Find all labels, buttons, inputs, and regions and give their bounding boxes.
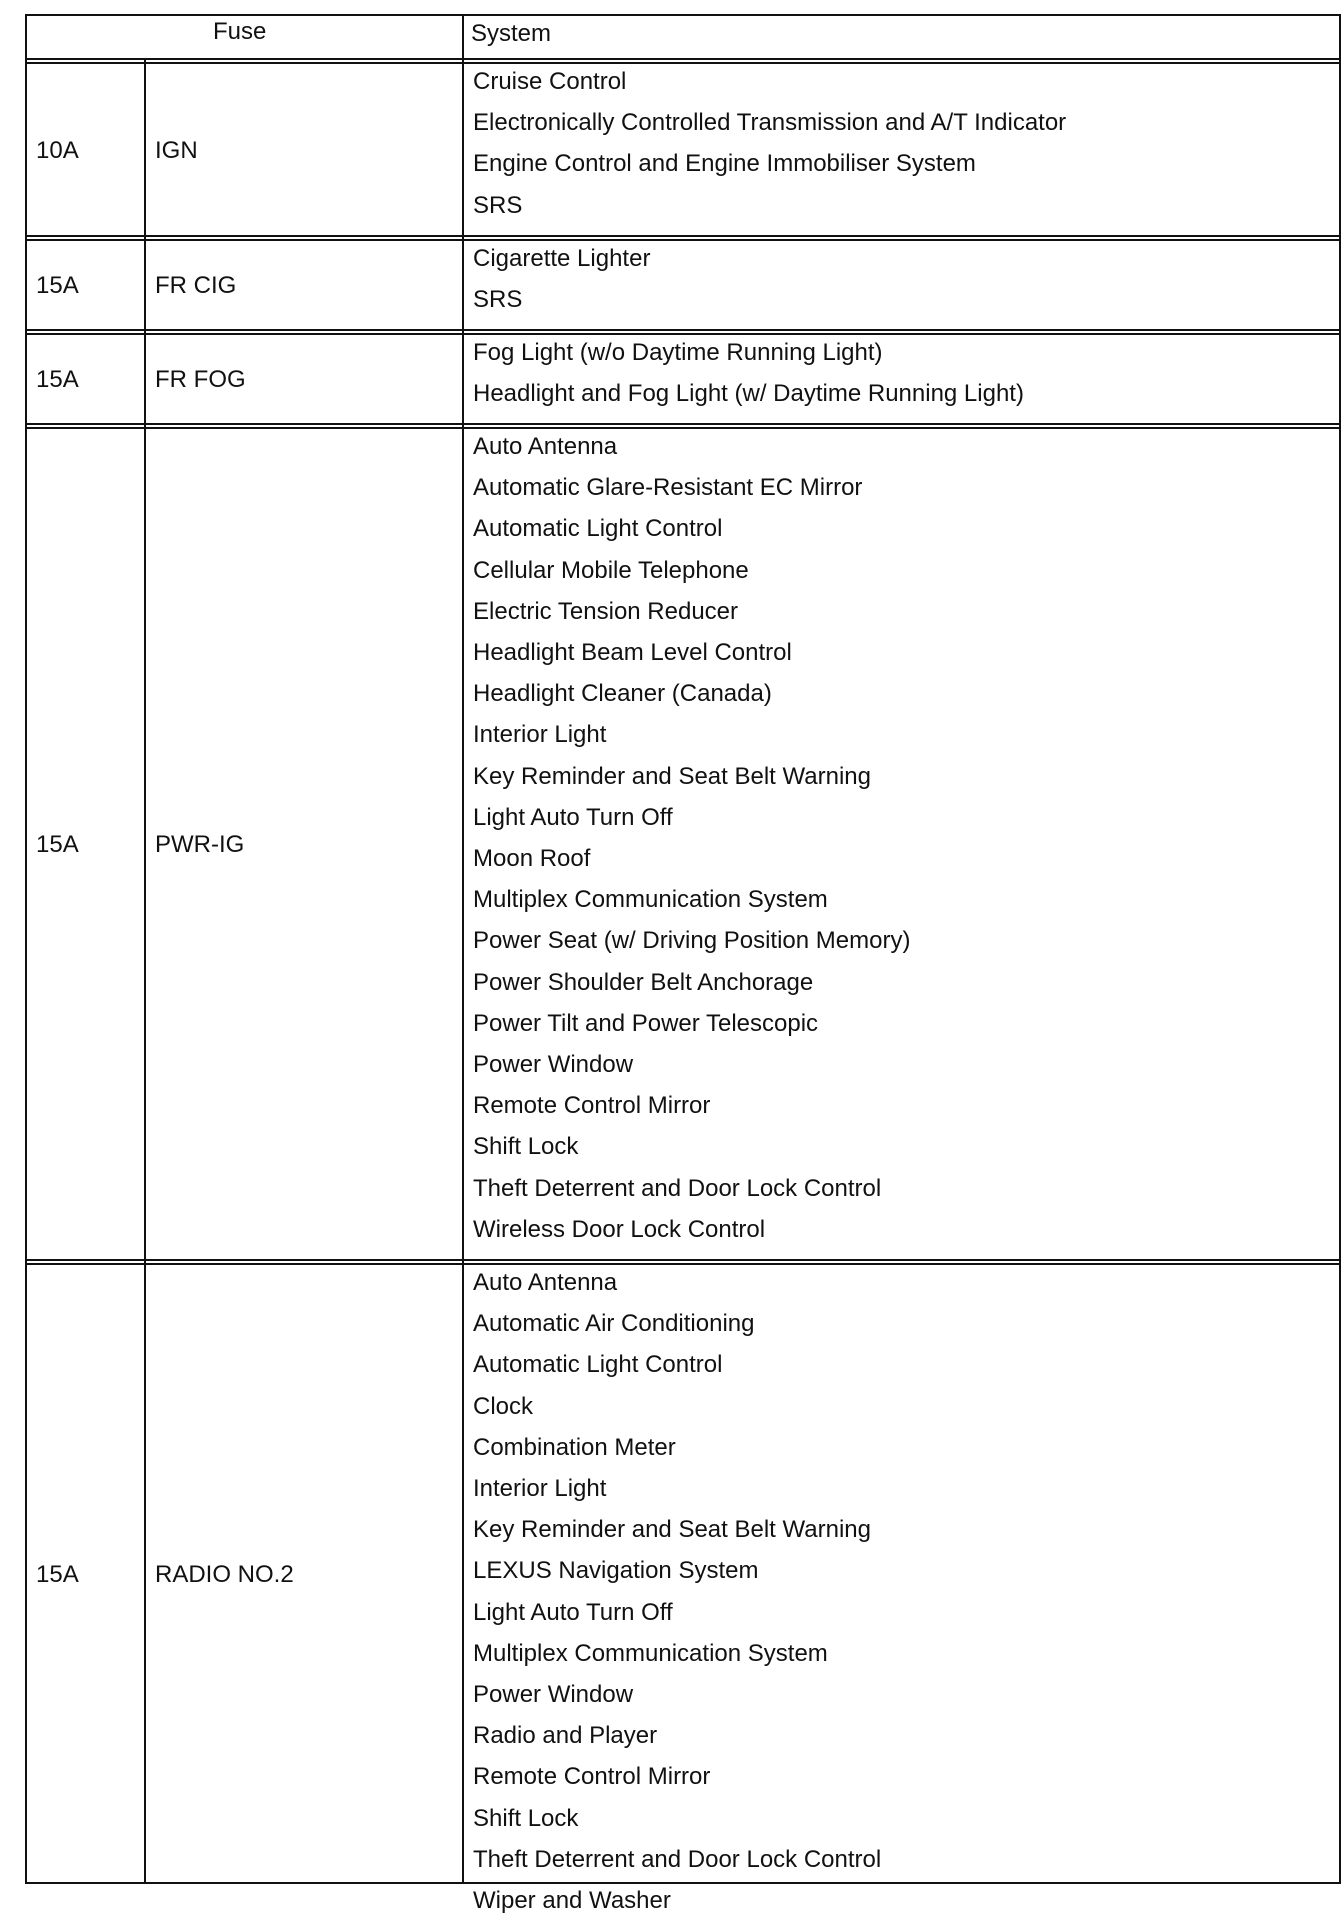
system-item: Headlight Cleaner (Canada) bbox=[473, 680, 772, 707]
system-item: Remote Control Mirror bbox=[473, 1763, 711, 1790]
system-column-header: System bbox=[471, 20, 552, 47]
system-item: Cellular Mobile Telephone bbox=[473, 557, 749, 584]
system-item: Power Window bbox=[473, 1681, 634, 1708]
fuse-amperage: 15A bbox=[36, 272, 79, 299]
system-item: Auto Antenna bbox=[473, 1269, 618, 1296]
group-separator bbox=[25, 1259, 1341, 1261]
header-bottom-rule bbox=[25, 58, 1341, 60]
fuse-name: IGN bbox=[155, 137, 198, 164]
system-column-divider bbox=[462, 14, 464, 1884]
system-item: Remote Control Mirror bbox=[473, 1092, 711, 1119]
system-item: Cigarette Lighter bbox=[473, 245, 651, 272]
system-item: Light Auto Turn Off bbox=[473, 804, 673, 831]
system-item: Light Auto Turn Off bbox=[473, 1599, 673, 1626]
system-item: Theft Deterrent and Door Lock Control bbox=[473, 1846, 882, 1873]
system-item: Electronically Controlled Transmission and A/T Indicator bbox=[473, 109, 1067, 136]
fuse-amperage: 15A bbox=[36, 366, 79, 393]
system-item: Auto Antenna bbox=[473, 433, 618, 460]
system-item: SRS bbox=[473, 286, 523, 313]
system-item: Radio and Player bbox=[473, 1722, 658, 1749]
system-item: LEXUS Navigation System bbox=[473, 1557, 759, 1584]
system-item: Key Reminder and Seat Belt Warning bbox=[473, 1516, 871, 1543]
system-item: Cruise Control bbox=[473, 68, 627, 95]
table-right-border bbox=[1339, 14, 1341, 1884]
table-top-border bbox=[25, 14, 1341, 16]
fuse-name: FR FOG bbox=[155, 366, 246, 393]
fuse-column-header: Fuse bbox=[213, 18, 267, 45]
system-item: Clock bbox=[473, 1393, 534, 1420]
system-item: Shift Lock bbox=[473, 1805, 579, 1832]
fuse-name: PWR-IG bbox=[155, 831, 245, 858]
system-item: Wireless Door Lock Control bbox=[473, 1216, 766, 1243]
system-item: Shift Lock bbox=[473, 1133, 579, 1160]
group-separator bbox=[25, 235, 1341, 237]
system-item: Interior Light bbox=[473, 721, 607, 748]
system-item: Interior Light bbox=[473, 1475, 607, 1502]
group-separator-inner bbox=[25, 427, 1341, 429]
system-item: Automatic Light Control bbox=[473, 515, 723, 542]
system-item: Power Shoulder Belt Anchorage bbox=[473, 969, 814, 996]
system-item: Power Window bbox=[473, 1051, 634, 1078]
system-item: Power Seat (w/ Driving Position Memory) bbox=[473, 927, 911, 954]
system-item: Moon Roof bbox=[473, 845, 591, 872]
system-item: Engine Control and Engine Immobiliser System bbox=[473, 150, 976, 177]
system-item: Multiplex Communication System bbox=[473, 886, 828, 913]
group-separator-inner bbox=[25, 333, 1341, 335]
system-item: Fog Light (w/o Daytime Running Light) bbox=[473, 339, 883, 366]
group-separator bbox=[25, 329, 1341, 331]
system-item: Multiplex Communication System bbox=[473, 1640, 828, 1667]
fuse-amperage: 15A bbox=[36, 1561, 79, 1588]
header-bottom-rule-inner bbox=[25, 62, 1341, 64]
fuse-name: FR CIG bbox=[155, 272, 237, 299]
system-item: Combination Meter bbox=[473, 1434, 676, 1461]
fuse-amperage: 10A bbox=[36, 137, 79, 164]
system-item: Automatic Light Control bbox=[473, 1351, 723, 1378]
group-separator bbox=[25, 423, 1341, 425]
system-item: Headlight and Fog Light (w/ Daytime Running Light) bbox=[473, 380, 1024, 407]
fuse-name: RADIO NO.2 bbox=[155, 1561, 294, 1588]
system-item: SRS bbox=[473, 192, 523, 219]
group-separator-inner bbox=[25, 239, 1341, 241]
system-item: Automatic Air Conditioning bbox=[473, 1310, 755, 1337]
fuse-amperage: 15A bbox=[36, 831, 79, 858]
fuse-name-divider bbox=[144, 58, 146, 1884]
group-separator-inner bbox=[25, 1263, 1341, 1265]
system-item: Wiper and Washer bbox=[473, 1887, 671, 1914]
system-item: Automatic Glare-Resistant EC Mirror bbox=[473, 474, 863, 501]
system-item: Key Reminder and Seat Belt Warning bbox=[473, 763, 871, 790]
table-left-border bbox=[25, 14, 27, 1884]
table-bottom-border bbox=[25, 1882, 1341, 1884]
system-item: Electric Tension Reducer bbox=[473, 598, 739, 625]
system-item: Power Tilt and Power Telescopic bbox=[473, 1010, 819, 1037]
system-item: Headlight Beam Level Control bbox=[473, 639, 792, 666]
system-item: Theft Deterrent and Door Lock Control bbox=[473, 1175, 882, 1202]
